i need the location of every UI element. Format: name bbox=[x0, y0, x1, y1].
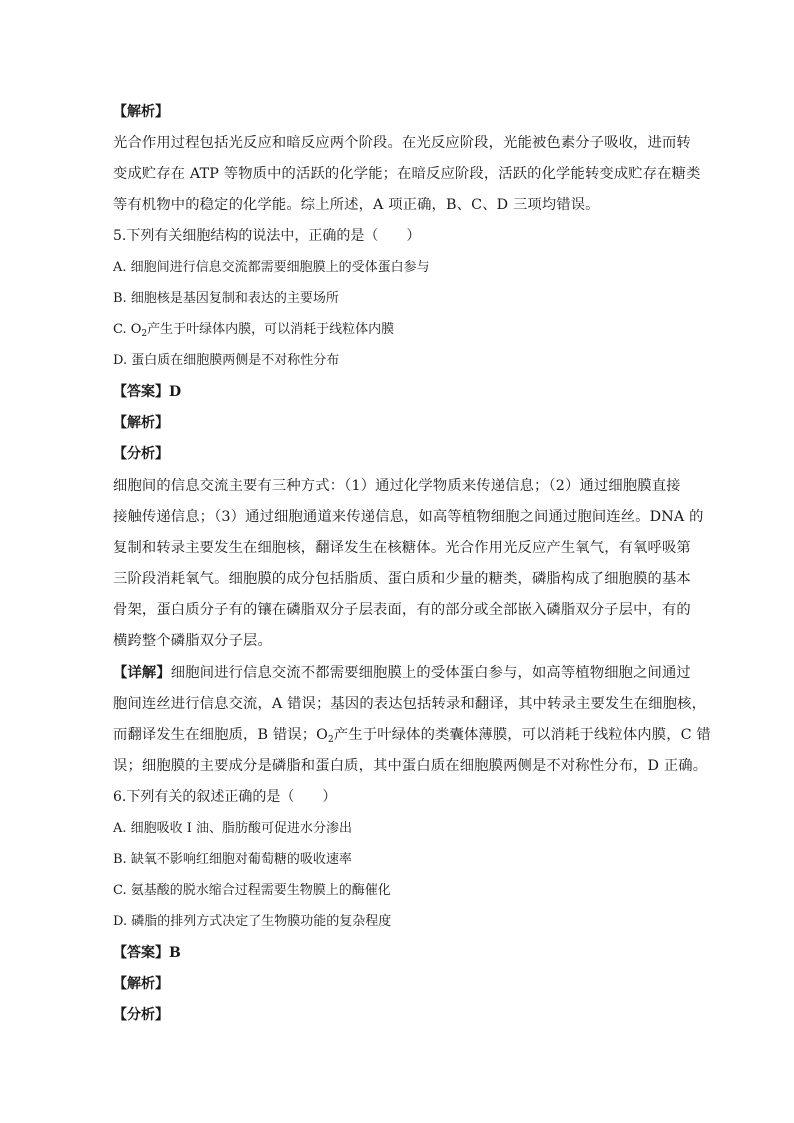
question-6-option-b: B. 缺氧不影响红细胞对葡萄糖的吸收速率 bbox=[113, 852, 352, 867]
question-5-option-b: B. 细胞核是基因复制和表达的主要场所 bbox=[113, 291, 339, 306]
option-c-suffix: 产生于叶绿体内膜，可以消耗于线粒体内膜 bbox=[147, 322, 395, 337]
question-5-stem: 5.下列有关细胞结构的说法中，正确的是（ ） bbox=[113, 228, 421, 244]
q5-analysis-line-6: 横跨整个磷脂双分子层。 bbox=[113, 633, 272, 649]
q5-detail-line-4: 误；细胞膜的主要成分是磷脂和蛋白质，其中蛋白质在细胞膜两侧是不对称性分布，D 正确。 bbox=[113, 758, 708, 774]
question-5-option-c bbox=[113, 320, 394, 340]
analysis-line-1: 光合作用过程包括光反应和暗反应两个阶段。在光反应阶段，光能被色素分子吸收，进而转 bbox=[113, 135, 691, 151]
analysis-heading: 【解析】 bbox=[113, 104, 169, 120]
question-6-answer: 【答案】B bbox=[113, 945, 181, 961]
analysis-line-2: 变成贮存在 ATP 等物质中的活跃的化学能；在暗反应阶段，活跃的化学能转变成贮存在糖类 bbox=[113, 166, 701, 182]
q5-detail-line-1 bbox=[113, 663, 691, 683]
question-6-option-a: A. 细胞吸收 I 油、脂肪酸可促进水分渗出 bbox=[113, 821, 353, 836]
question-5-jiexi: 【解析】 bbox=[113, 415, 169, 431]
question-6-fenxi: 【分析】 bbox=[113, 1007, 169, 1023]
question-6-option-d: D. 磷脂的排列方式决定了生物膜功能的复杂程度 bbox=[113, 914, 392, 929]
q5-analysis-line-4: 三阶段消耗氧气。细胞膜的成分包括脂质、蛋白质和少量的糖类，磷脂构成了细胞膜的基本 bbox=[113, 571, 691, 587]
question-5-answer: 【答案】D bbox=[113, 384, 182, 400]
detail-line-3-prefix: 而翻译发生在细胞质，B 错误；O bbox=[113, 727, 329, 743]
q5-detail-line-2: 胞间连丝进行信息交流，A 错误；基因的表达包括转录和翻译，其中转录主要发生在细胞核， bbox=[113, 696, 707, 712]
detail-text: 细胞间进行信息交流不都需要细胞膜上的受体蛋白参与，如高等植物细胞之间通过 bbox=[170, 665, 691, 681]
question-6-jiexi: 【解析】 bbox=[113, 976, 169, 992]
q5-analysis-line-2: 接触传递信息；（3）通过细胞通道来传递信息，如高等植物细胞之间通过胞间连丝。DNA 的 bbox=[113, 509, 704, 525]
detail-label: 【详解】 bbox=[113, 665, 171, 681]
q5-detail-line-3 bbox=[113, 725, 711, 745]
question-6-option-c: C. 氨基酸的脱水缩合过程需要生物膜上的酶催化 bbox=[113, 883, 391, 898]
question-6-stem: 6.下列有关的叙述正确的是（ ） bbox=[113, 789, 337, 805]
q5-analysis-line-5: 骨架，蛋白质分子有的镶在磷脂双分子层表面，有的部分或全部嵌入磷脂双分子层中，有的 bbox=[113, 602, 691, 618]
option-c-prefix: C. O bbox=[113, 322, 142, 337]
q5-analysis-line-3: 复制和转录主要发生在细胞核，翻译发生在核糖体。光合作用光反应产生氧气，有氧呼吸第 bbox=[113, 540, 691, 556]
detail-line-3-suffix: 产生于叶绿体的类囊体薄膜，可以消耗于线粒体内膜，C 错 bbox=[333, 727, 711, 743]
q5-analysis-line-1: 细胞间的信息交流主要有三种方式：（1）通过化学物质来传递信息；（2）通过细胞膜直接 bbox=[113, 478, 681, 494]
question-5-fenxi: 【分析】 bbox=[113, 446, 169, 462]
question-5-option-d: D. 蛋白质在细胞膜两侧是不对称性分布 bbox=[113, 353, 340, 368]
analysis-line-3: 等有机物中的稳定的化学能。综上所述，A 项正确，B、C、D 三项均错误。 bbox=[113, 197, 600, 213]
question-5-option-a: A. 细胞间进行信息交流都需要细胞膜上的受体蛋白参与 bbox=[113, 260, 430, 275]
o2-subscript: 2 bbox=[141, 329, 148, 339]
o2-subscript-2: 2 bbox=[328, 735, 334, 745]
